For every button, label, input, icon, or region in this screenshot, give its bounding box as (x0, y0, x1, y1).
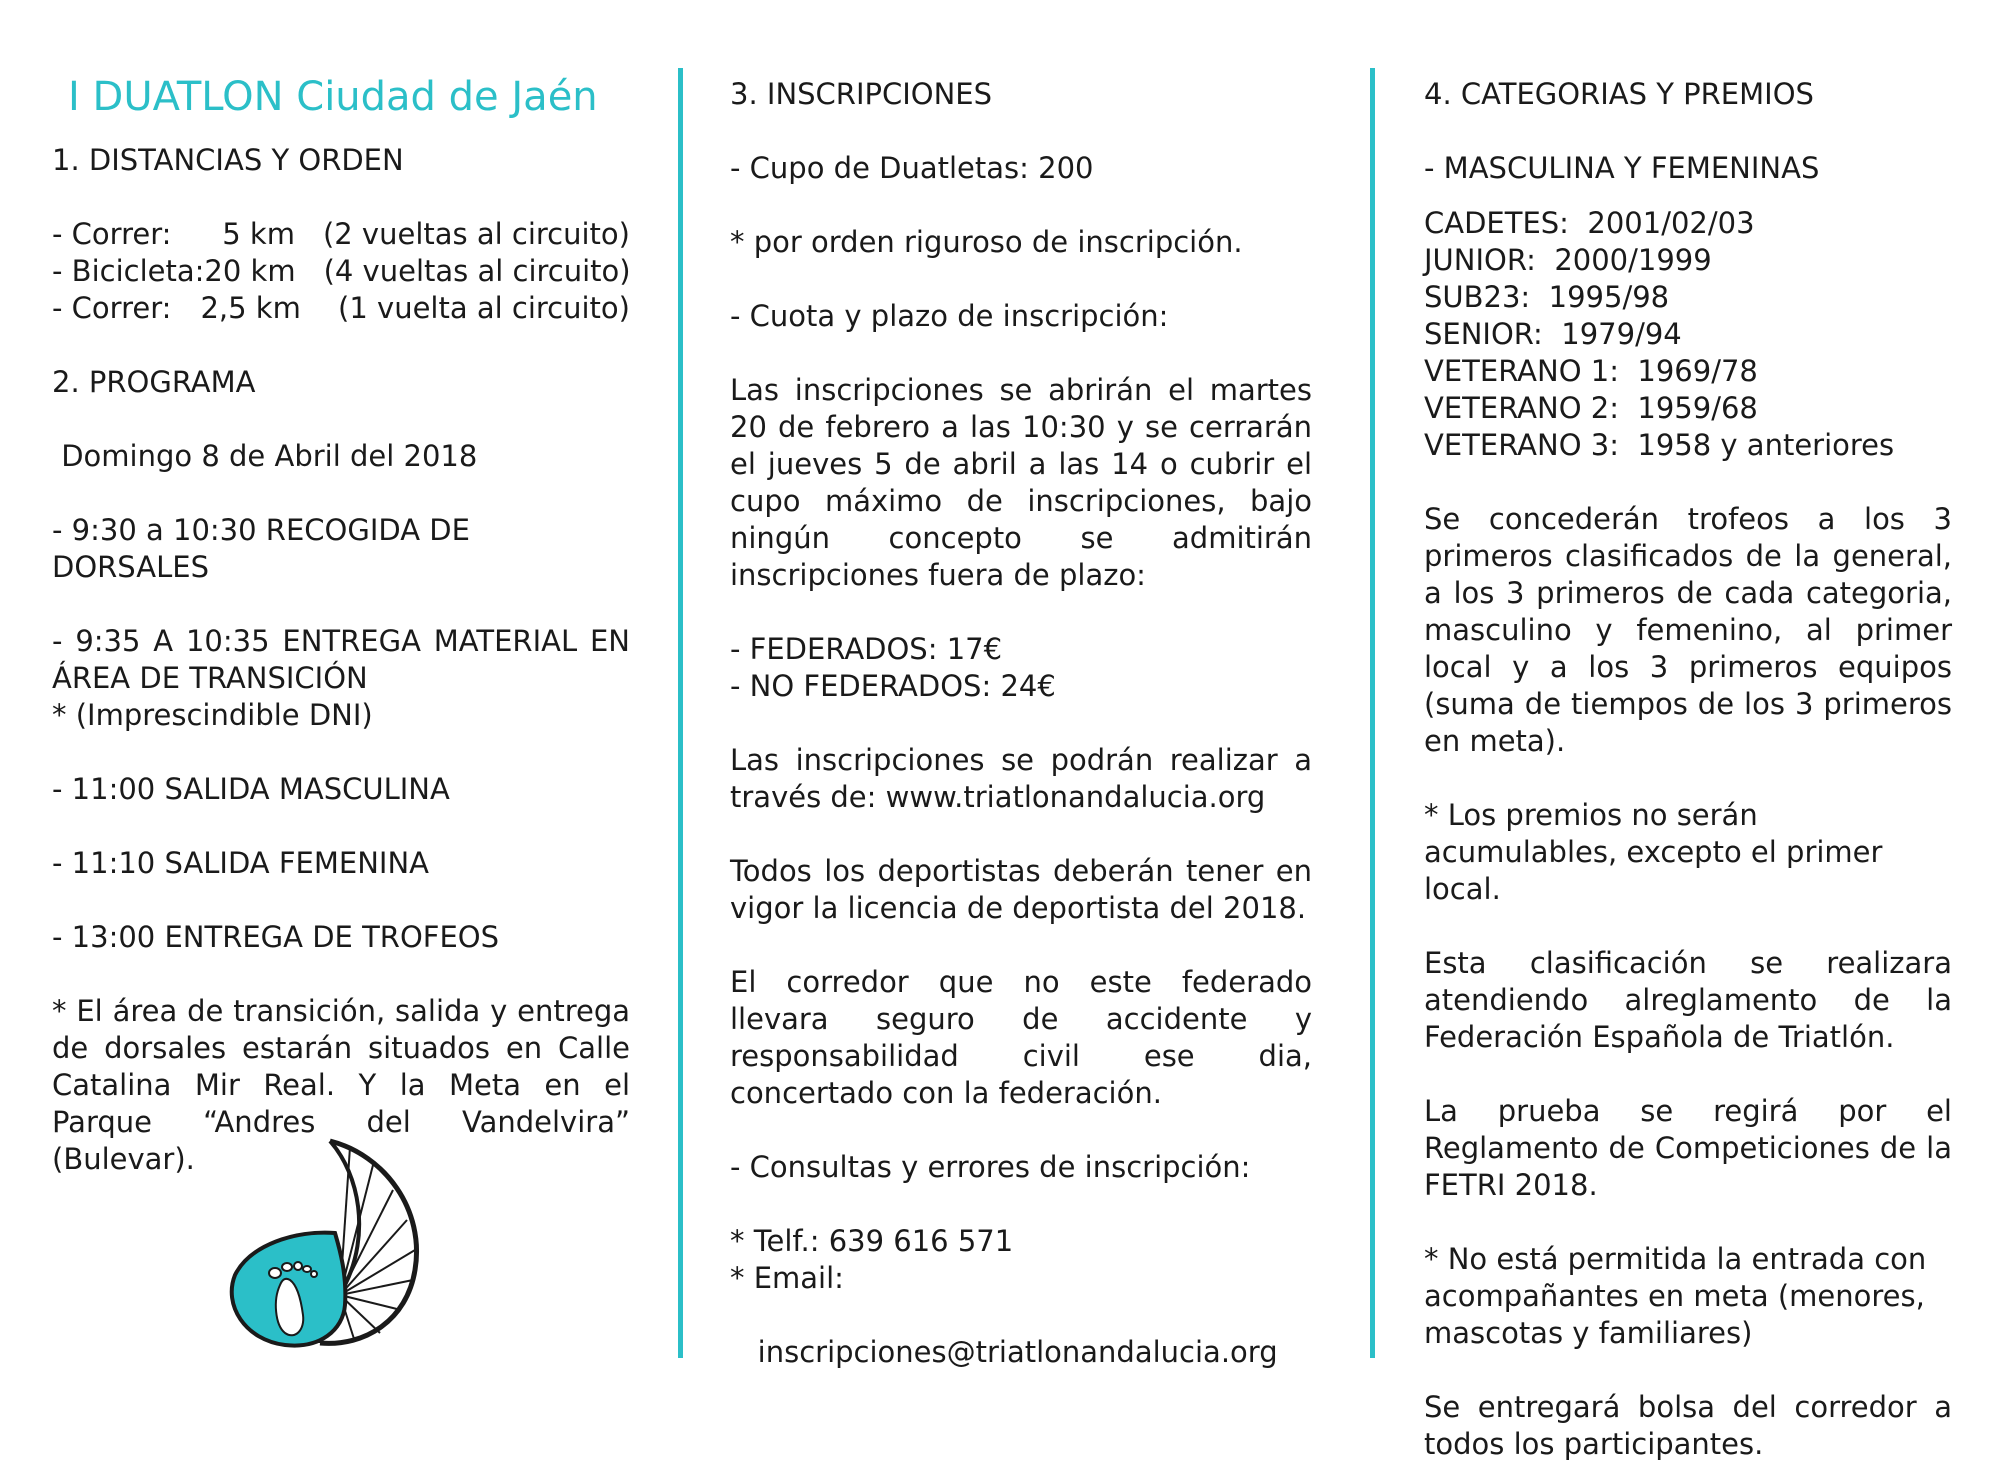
section-categorias-heading: 4. CATEGORIAS Y PREMIOS (1424, 77, 1814, 111)
premios-text: * Los premios no serán acumulables, excepto el primer local. (1424, 798, 1883, 906)
column-inscripciones (730, 76, 1312, 1371)
price-no-federados: - NO FEDERADOS: 24€ (730, 669, 1056, 703)
category-item: VETERANO 3: 1958 y anteriores (1424, 428, 1895, 462)
program-item-salida-masculina: - 11:00 SALIDA MASCULINA (52, 772, 450, 806)
distance-row: - Correr: 5 km (2 vueltas al circuito) (52, 217, 630, 251)
gender-heading: - MASCULINA Y FEMENINAS (1424, 151, 1820, 185)
price-federados: - FEDERADOS: 17€ (730, 632, 1003, 666)
program-item-salida-femenina: - 11:10 SALIDA FEMENINA (52, 846, 429, 880)
consultas-heading: - Consultas y errores de inscripción: (730, 1150, 1251, 1184)
event-title: I DUATLON Ciudad de Jaén (68, 74, 598, 120)
web-text: Las inscripciones se podrán realizar a través de: www.triatlonandalucia.org (730, 743, 1312, 814)
category-item: SUB23: 1995/98 (1424, 280, 1670, 314)
program-item-dorsales: - 9:30 a 10:30 RECOGIDA DE DORSALES (52, 513, 470, 584)
trofeos-text: Se concederán trofeos a los 3 primeros clasificados de la general, a los 3 primeros de cada categoria, masculino y femenino, al primer local y a los 3 primeros equipos (suma de tiempos de los 3 primeros en meta). (1424, 502, 1952, 758)
category-item: CADETES: 2001/02/03 (1424, 206, 1755, 240)
category-item: SENIOR: 1979/94 (1424, 317, 1682, 351)
divider-2 (1370, 68, 1375, 1358)
email-label: * Email: (730, 1261, 844, 1295)
distance-row: - Bicicleta: 20 km (4 vueltas al circuito) (52, 254, 631, 288)
column-distances-program (52, 72, 630, 1178)
program-item-material: - 9:35 A 10:35 ENTREGA MATERIAL EN ÁREA DE TRANSICIÓN (52, 624, 630, 695)
licencia-text: Todos los deportistas deberán tener en vigor la licencia de deportista del 2018. (730, 854, 1312, 925)
seguro-text: El corredor que no este federado llevara seguro de accidente y responsabilidad civil ese dia, concertado con la federación. (730, 965, 1312, 1110)
section-inscripciones-heading: 3. INSCRIPCIONES (730, 77, 993, 111)
program-item-trofeos: - 13:00 ENTREGA DE TROFEOS (52, 920, 500, 954)
acompanantes-text: * No está permitida la entrada con acompañantes en meta (menores, mascotas y familiares) (1424, 1242, 1927, 1350)
distances-table (52, 216, 630, 327)
plazo-text: Las inscripciones se abrirán el martes 20 de febrero a las 10:30 y se cerrarán el jueves 5 de abril a las 14 o cubrir el cupo máximo de inscripciones, bajo ningún concepto se admitirán inscripciones fuera de plazo: (730, 373, 1312, 592)
footprint-bicycle-wheel-shell-logo (225, 1135, 440, 1350)
divider-1 (678, 68, 683, 1358)
distance-row: - Correr: 2,5 km (1 vuelta al circuito) (52, 291, 630, 325)
column-categorias (1424, 76, 1952, 1463)
reglamento-text: La prueba se regirá por el Reglamento de Competiciones de la FETRI 2018. (1424, 1094, 1952, 1202)
location-note: * El área de transición, salida y entrega de dorsales estarán situados en Calle Catalina Mir Real. Y la Meta en el Parque “Andres del Vandelvira” (Bulevar). (52, 994, 630, 1176)
email-address: inscripciones@triatlonandalucia.org (730, 1335, 1278, 1369)
orden-text: * por orden riguroso de inscripción. (730, 225, 1243, 259)
category-item: VETERANO 1: 1969/78 (1424, 354, 1758, 388)
cuota-heading: - Cuota y plazo de inscripción: (730, 299, 1169, 333)
cupo-text: - Cupo de Duatletas: 200 (730, 151, 1094, 185)
category-item: JUNIOR: 2000/1999 (1424, 243, 1712, 277)
telefono-text: * Telf.: 639 616 571 (730, 1224, 1014, 1258)
program-date: Domingo 8 de Abril del 2018 (52, 439, 478, 473)
section-program-heading: 2. PROGRAMA (52, 365, 256, 399)
program-item-dni-note: * (Imprescindible DNI) (52, 698, 373, 732)
bolsa-text: Se entregará bolsa del corredor a todos los participantes. (1424, 1390, 1952, 1461)
category-item: VETERANO 2: 1959/68 (1424, 391, 1758, 425)
categories-list (1424, 205, 1952, 464)
section-distances-heading: 1. DISTANCIAS Y ORDEN (52, 143, 404, 177)
clasificacion-text: Esta clasificación se realizara atendiendo alreglamento de la Federación Española de Triatlón. (1424, 946, 1952, 1054)
